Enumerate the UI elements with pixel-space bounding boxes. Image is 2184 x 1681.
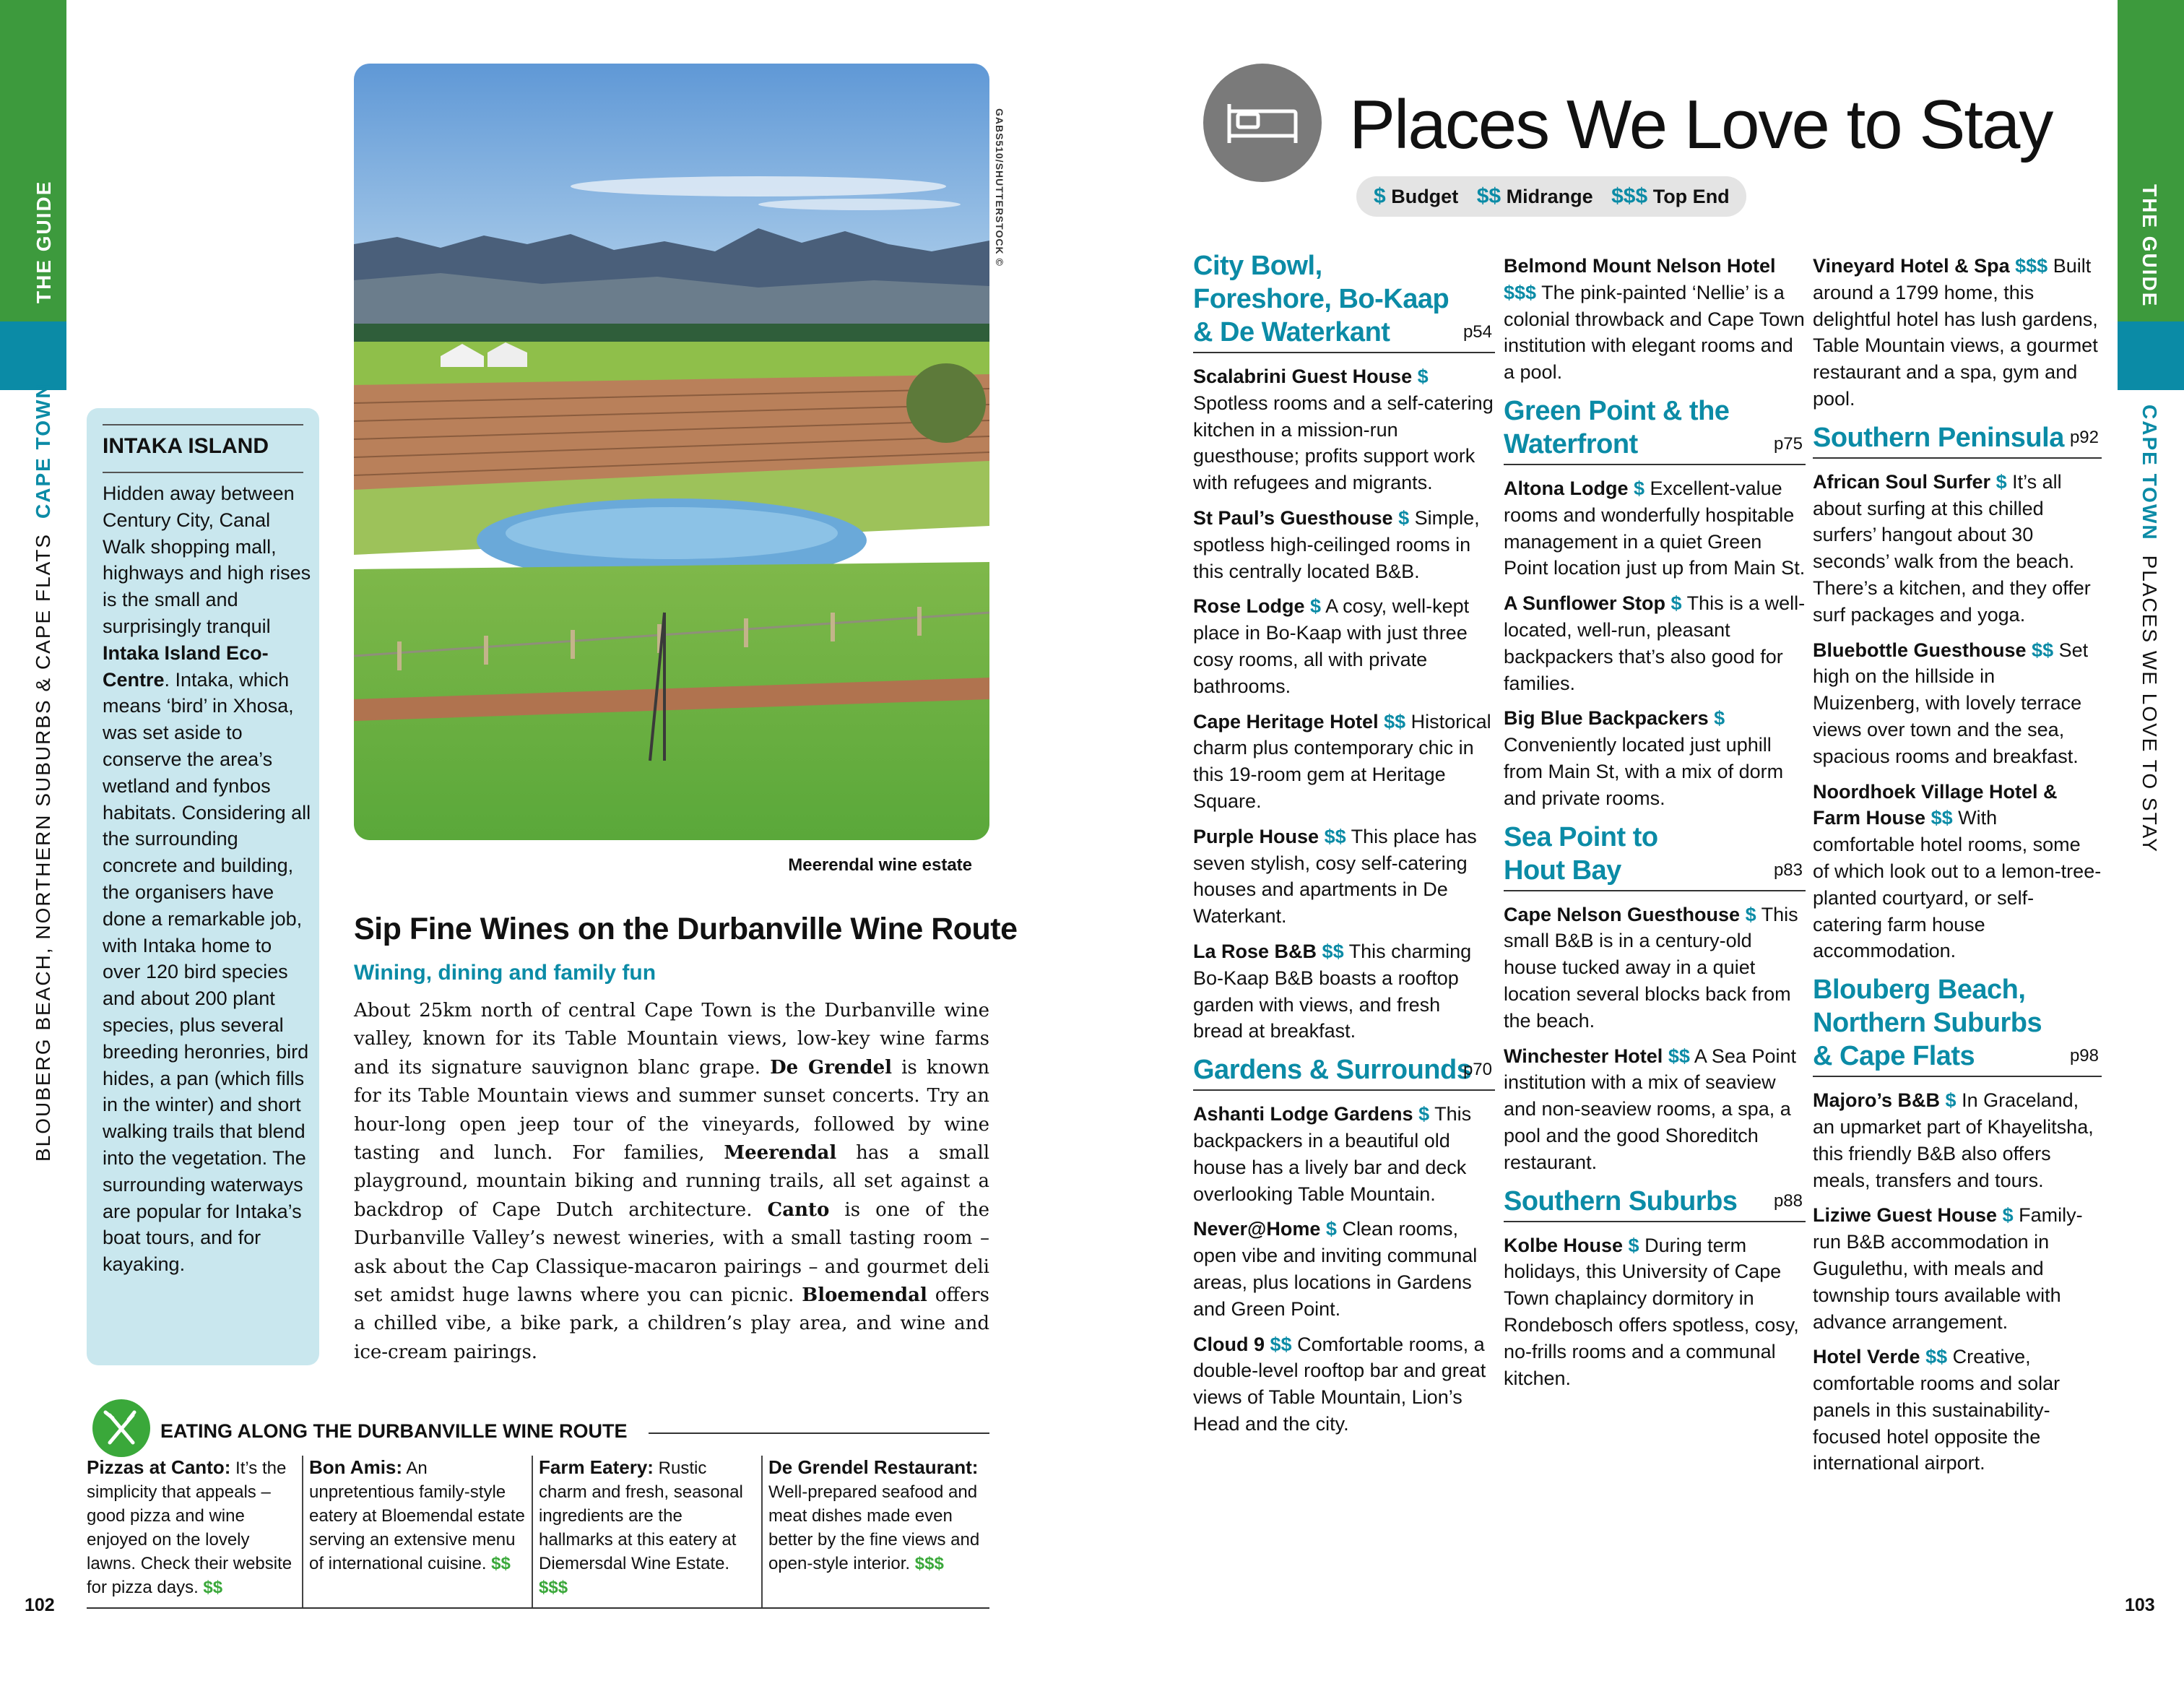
side-section-label-right: CAPE TOWNPLACES WE LOVE TO STAY [2138, 405, 2161, 853]
listing-entry: Vineyard Hotel & Spa $$$ Built around a 1799 home, this delightful hotel has lush gardens, Table Mountain views, a gourmet restaurant and a spa, gym and pool. [1813, 255, 2098, 410]
listing-entry: Noordhoek Village Hotel & Farm House $$ With comfortable hotel rooms, some of which look out to a lemon-tree-planted courtyard, or self-catering farm house accommodation. [1813, 780, 2102, 962]
meerendal-photo [354, 64, 989, 840]
listing-entry: Majoro’s B&B $ In Graceland, an upmarket part of Khayelitsha, this friendly B&B also offers meals, transfers and tours. [1813, 1089, 2094, 1191]
listing-entry: Bluebottle Guesthouse $$ Set high on the hillside in Muizenberg, with lovely terrace views over town and the sea, spacious rooms and breakfast. [1813, 639, 2089, 767]
listings-column-2 [1504, 253, 1806, 1400]
listing-entry: A Sunflower Stop $ This is a well-located, well-run, pleasant backpackers that’s also good for families. [1504, 592, 1806, 694]
eating-column-divider [532, 1456, 533, 1607]
photo-credit: GABS510/SHUTTERSTOCK © [994, 108, 1005, 267]
page-number-right: 103 [2125, 1595, 2155, 1615]
page-title: Places We Love to Stay [1349, 86, 2053, 163]
guide-tab-label-left: THE GUIDE [32, 180, 55, 303]
eating-item-pizzas-at-canto: Pizzas at Canto: It’s the simplicity that appeals – good pizza and wine enjoyed on the lovely lawns. Check their website for pizza days. $$ [87, 1456, 292, 1597]
section-heading: Sea Point to Hout Bay p83 [1504, 821, 1806, 891]
sidebar-title-rule [103, 472, 303, 473]
section-heading: City Bowl, Foreshore, Bo-Kaap & De Waterkant p54 [1193, 249, 1495, 353]
article-title: Sip Fine Wines on the Durbanville Wine Route [354, 912, 1018, 946]
eating-item-farm-eatery: Farm Eatery: Rustic charm and fresh, seasonal ingredients are the hallmarks at this eatery at Diemersdal Wine Estate. $$$ [539, 1456, 743, 1597]
listing-entry: Ashanti Lodge Gardens $ This backpackers in a beautiful old house has a lively bar and deck overlooking Table Mountain. [1193, 1103, 1472, 1205]
photo-caption: Meerendal wine estate [788, 855, 972, 875]
listings-column-1 [1193, 249, 1495, 1446]
section-heading: Southern Peninsula p92 [1813, 421, 2102, 459]
listing-entry: Scalabrini Guest House $ Spotless rooms and a self-catering kitchen in a mission-run guesthouse; profits support work with refugees and migrants. [1193, 366, 1494, 494]
price-legend: $ Budget $$ Midrange $$$ Top End [1356, 176, 1746, 217]
eating-title-rule [649, 1432, 989, 1434]
listing-entry: St Paul’s Guesthouse $ Simple, spotless high-ceilinged rooms in this centrally located B&B. [1193, 506, 1480, 582]
listing-entry: Liziwe Guest House $ Family-run B&B accommodation in Gugulethu, with meals and township tours available with advance arrangement. [1813, 1204, 2083, 1333]
sidebar-body: Hidden away between Century City, Canal Walk shopping mall, highways and high rises is the small and surprisingly tranquil Intaka Island Eco-Centre. Intaka, which means ‘bird’ in Xhosa, was set aside to conserve the area’s wetland and fynbos habitats. Considering all the surrounding concrete and building, the organisers have done a remarkable job, with Intaka home to over 120 bird species and about 200 plant species, plus several breeding heronries, bird hides, a pan (which fills in the winter) and short walking trails that blend into the vegetation. The surrounding waterways are popular for Intaka’s boat tours, and for kayaking. [103, 483, 311, 1276]
section-heading: Southern Suburbs p88 [1504, 1185, 1806, 1222]
fork-knife-icon [92, 1399, 150, 1457]
eating-column-divider [302, 1456, 303, 1607]
listing-entry: Cape Heritage Hotel $$ Historical charm plus contemporary chic in this 19-room gem at Heritage Square. [1193, 710, 1491, 812]
listing-entry: African Soul Surfer $ It’s all about surfing at this chilled surfers’ hangout about 30 seconds’ walk from the beach. There’s a kitchen, and they offer surf packages and yoga. [1813, 470, 2091, 626]
eating-column-divider [761, 1456, 763, 1607]
sidebar-top-rule [103, 424, 303, 425]
eating-section-title: EATING ALONG THE DURBANVILLE WINE ROUTE [160, 1420, 628, 1442]
listing-entry: Belmond Mount Nelson Hotel $$$ The pink-painted ‘Nellie’ is a colonial throwback and Cape Town institution with elegant rooms and a pool. [1504, 255, 1805, 384]
section-heading: Blouberg Beach, Northern Suburbs & Cape Flats p98 [1813, 973, 2102, 1077]
article-subtitle: Wining, dining and family fun [354, 961, 656, 985]
section-heading: Gardens & Surrounds p70 [1193, 1053, 1495, 1091]
listings-column-3 [1813, 253, 2102, 1485]
listing-entry: Never@Home $ Clean rooms, open vibe and inviting communal areas, plus locations in Gardens and Green Point. [1193, 1218, 1478, 1320]
guide-tab-label-right: THE GUIDE [2138, 184, 2161, 308]
eating-item-de-grendel-restaurant: De Grendel Restaurant: Well-prepared seafood and meat dishes made even better by the fine views and open-style interior. $$$ [768, 1456, 980, 1573]
listing-entry: Cloud 9 $$ Comfortable rooms, a double-level rooftop bar and great views of Table Mountain, Lion’s Head and the city. [1193, 1333, 1486, 1435]
listing-entry: Big Blue Backpackers $ Conveniently located just uphill from Main St, with a mix of dorm and private rooms. [1504, 707, 1784, 809]
listing-entry: La Rose B&B $$ This charming Bo-Kaap B&B boasts a rooftop garden with views, and fresh bread at breakfast. [1193, 940, 1472, 1042]
listing-entry: Altona Lodge $ Excellent-value rooms and wonderfully hospitable management in a quiet Green Point location just up from Main St. [1504, 477, 1806, 579]
teal-tab-right [2118, 321, 2184, 390]
eating-item-bon-amis: Bon Amis: An unpretentious family-style eatery at Bloemendal estate serving an extensive menu of international cuisine. $$ [309, 1456, 525, 1573]
side-section-label-left: BLOUBERG BEACH, NORTHERN SUBURBS & CAPE FLATSCAPE TOWN [32, 382, 54, 1162]
intaka-island-sidebar [87, 408, 319, 1365]
teal-tab-left [0, 321, 66, 390]
listing-entry: Winchester Hotel $$ A Sea Point institution with a mix of seaview and non-seaview rooms, a spa, a pool and the good Shoreditch restaurant. [1504, 1045, 1796, 1173]
eating-bottom-rule [87, 1607, 989, 1609]
listing-entry: Kolbe House $ During term holidays, this University of Cape Town chaplaincy dormitory in Rondebosch offers spotless, cosy, no-frills rooms and a communal kitchen. [1504, 1234, 1799, 1389]
listing-entry: Purple House $$ This place has seven stylish, cosy self-catering houses and apartments in De Waterkant. [1193, 825, 1477, 928]
listing-entry: Cape Nelson Guesthouse $ This small B&B is in a century-old house tucked away in a quiet location several blocks back from the beach. [1504, 903, 1798, 1032]
bed-icon [1203, 64, 1322, 182]
section-heading: Green Point & the Waterfront p75 [1504, 394, 1806, 465]
page-number-left: 102 [25, 1595, 55, 1615]
article-body: About 25km north of central Cape Town is the Durbanville wine valley, known for its Table Mountain views, low-key wine farms and its signature sauvignon blanc grape. De Grendel is known for its Table Mountain views and summer sunset concerts. Try an hour-long open jeep tour of the vineyards, followed by wine tasting and lunch. For families, Meerendal has a small playground, mountain biking and running trails, all set against a backdrop of Cape Dutch architecture. Canto is one of the Durbanville Valley’s newest wineries, with a small tasting room – ask about the Cap Classique-macaron pairings – and gourmet deli set amidst huge lawns where you can picnic. Bloemendal offers a chilled vibe, a bike park, a children’s play area, and wine and ice-cream pairings. [354, 1000, 990, 1363]
sidebar-title: INTAKA ISLAND [103, 434, 269, 458]
listing-entry: Rose Lodge $ A cosy, well-kept place in Bo-Kaap with just three cosy rooms, all with private bathrooms. [1193, 595, 1470, 697]
listing-entry: Hotel Verde $$ Creative, comfortable rooms and solar panels in this sustainability-focused hotel opposite the international airport. [1813, 1346, 2060, 1474]
